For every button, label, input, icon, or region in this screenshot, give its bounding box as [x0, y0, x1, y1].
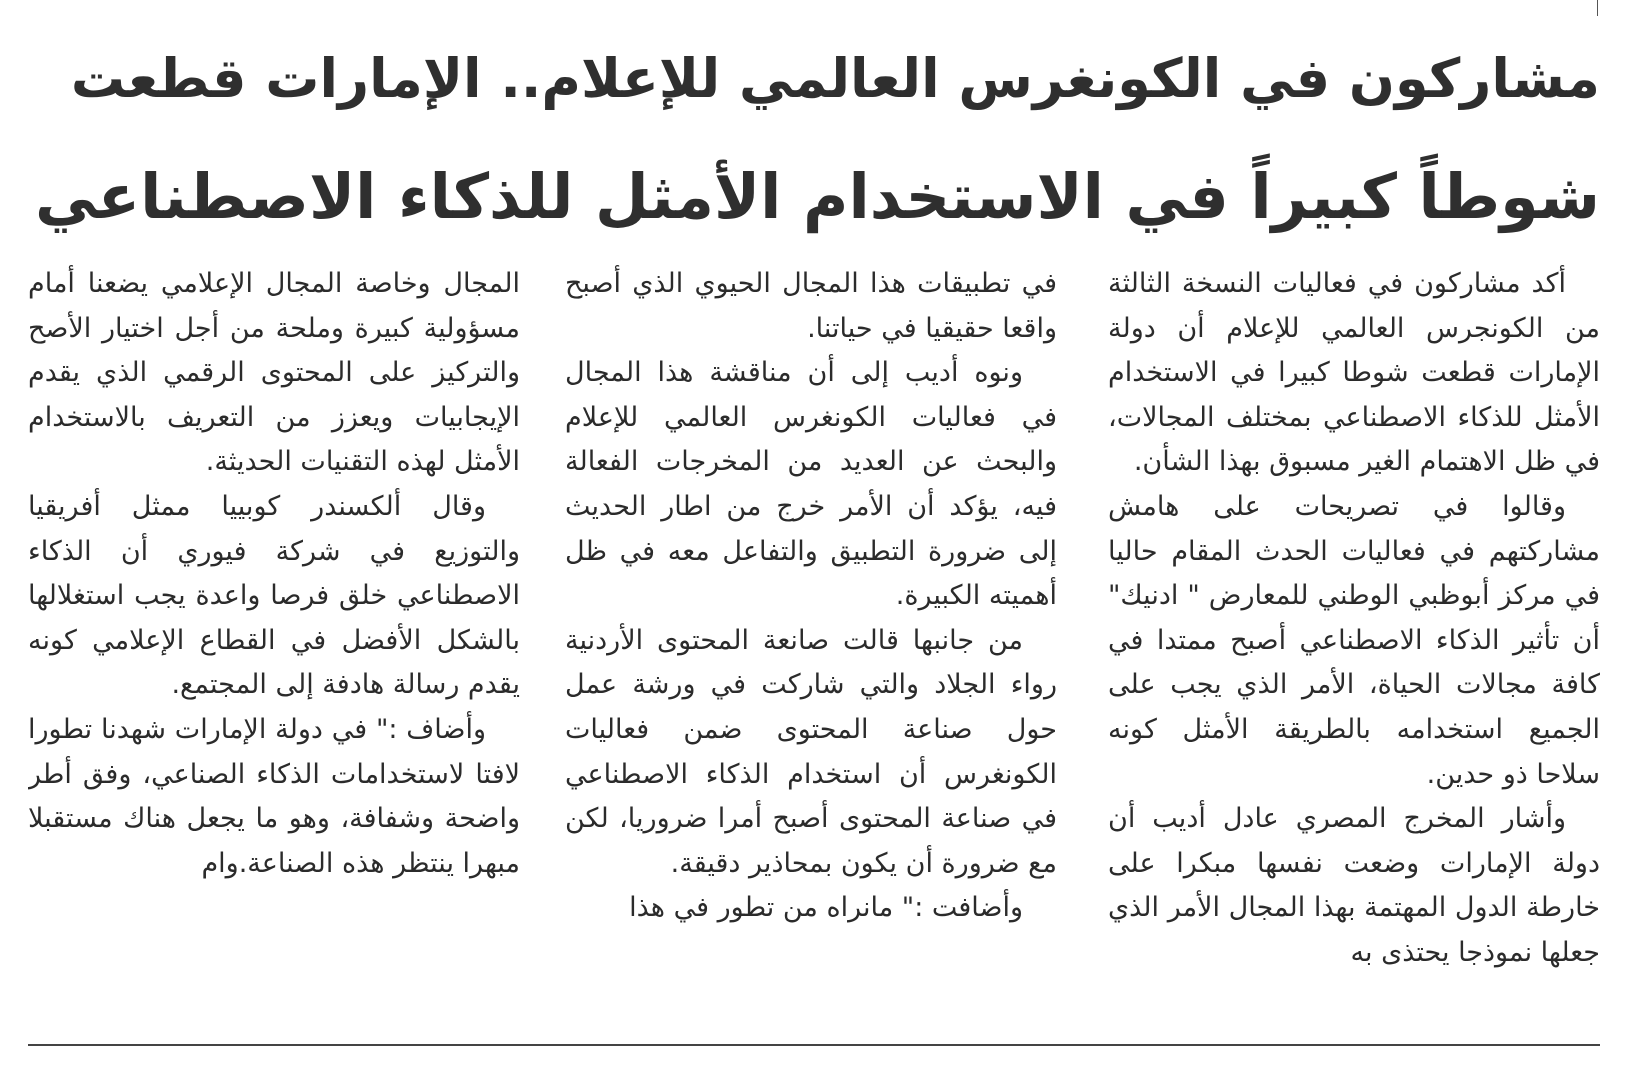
article-column-2 — [565, 262, 1057, 1037]
article-column-3 — [28, 262, 520, 1037]
article-column-1 — [1108, 262, 1600, 1037]
paragraph: من جانبها قالت صانعة المحتوى الأردنية رواء الجلاد والتي شاركت في ورشة عمل حول صناعة المحتوى ضمن فعاليات الكونغرس أن استخدام الذكاء الاصطناعي في صناعة المحتوى أصبح أمرا ضروريا، لكن مع ضرورة أن يكون بمحاذير دقيقة. — [565, 624, 1057, 879]
paragraph: وأضافت :" مانراه من تطور في هذا — [629, 892, 1023, 924]
paragraph: المجال وخاصة المجال الإعلامي يضعنا أمام مسؤولية كبيرة وملحة من أجل اختيار الأصح والتركيز على المحتوى الرقمي الذي يقدم الإيجابيات ويعزز من التعريف بالاستخدام الأمثل لهذه التقنيات الحديثة. — [28, 268, 520, 478]
corner-rule — [1597, 0, 1598, 16]
paragraph: في تطبيقات هذا المجال الحيوي الذي أصبح واقعا حقيقيا في حياتنا. — [565, 268, 1057, 344]
headline-line-2: شوطاً كبيراً في الاستخدام الأمثل للذكاء الاصطناعي — [34, 160, 1600, 233]
paragraph: وأضاف :" في دولة الإمارات شهدنا تطورا لافتا لاستخدامات الذكاء الصناعي، وفق أطر واضحة وشفافة، وهو ما يجعل هناك مستقبلا مبهرا ينتظر هذه الصناعة.وام — [28, 713, 520, 879]
paragraph: وقال ألكسندر كوبييا ممثل أفريقيا والتوزيع في شركة فيوري أن الذكاء الاصطناعي خلق فرصا واعدة يجب استغلالها بالشكل الأفضل في القطاع الإعلامي كونه يقدم رسالة هادفة إلى المجتمع. — [28, 490, 520, 701]
headline-line-1: مشاركون في الكونغرس العالمي للإعلام.. الإمارات قطعت — [70, 47, 1600, 110]
article-body — [28, 262, 1600, 1037]
headline — [30, 20, 1600, 256]
paragraph: وقالوا في تصريحات على هامش مشاركتهم في فعاليات الحدث المقام حاليا في مركز أبوظبي الوطني للمعارض " ادنيك" أن تأثير الذكاء الاصطناعي أصبح ممتدا في كافة مجالات الحياة، الأمر الذي يجب على الجميع استخدامه بالطريقة الأمثل كونه سلاحا ذو حدين. — [1108, 490, 1600, 790]
paragraph: أكد مشاركون في فعاليات النسخة الثالثة من الكونجرس العالمي للإعلام أن دولة الإمارات قطعت شوطا كبيرا في الاستخدام الأمثل للذكاء الاصطناعي بمختلف المجالات، في ظل الاهتمام الغير مسبوق بهذا الشأن. — [1108, 268, 1600, 478]
paragraph: ونوه أديب إلى أن مناقشة هذا المجال في فعاليات الكونغرس العالمي للإعلام والبحث عن العديد من المخرجات الفعالة فيه، يؤكد أن الأمر خرج من اطار الحديث إلى ضرورة التطبيق والتفاعل معه في ظل أهميته الكبيرة. — [565, 357, 1057, 612]
paragraph: وأشار المخرج المصري عادل أديب أن دولة الإمارات وضعت نفسها مبكرا على خارطة الدول المهتمة بهذا المجال الأمر الذي جعلها نموذجا يحتذى به — [1108, 803, 1600, 968]
bottom-divider — [28, 1044, 1600, 1046]
